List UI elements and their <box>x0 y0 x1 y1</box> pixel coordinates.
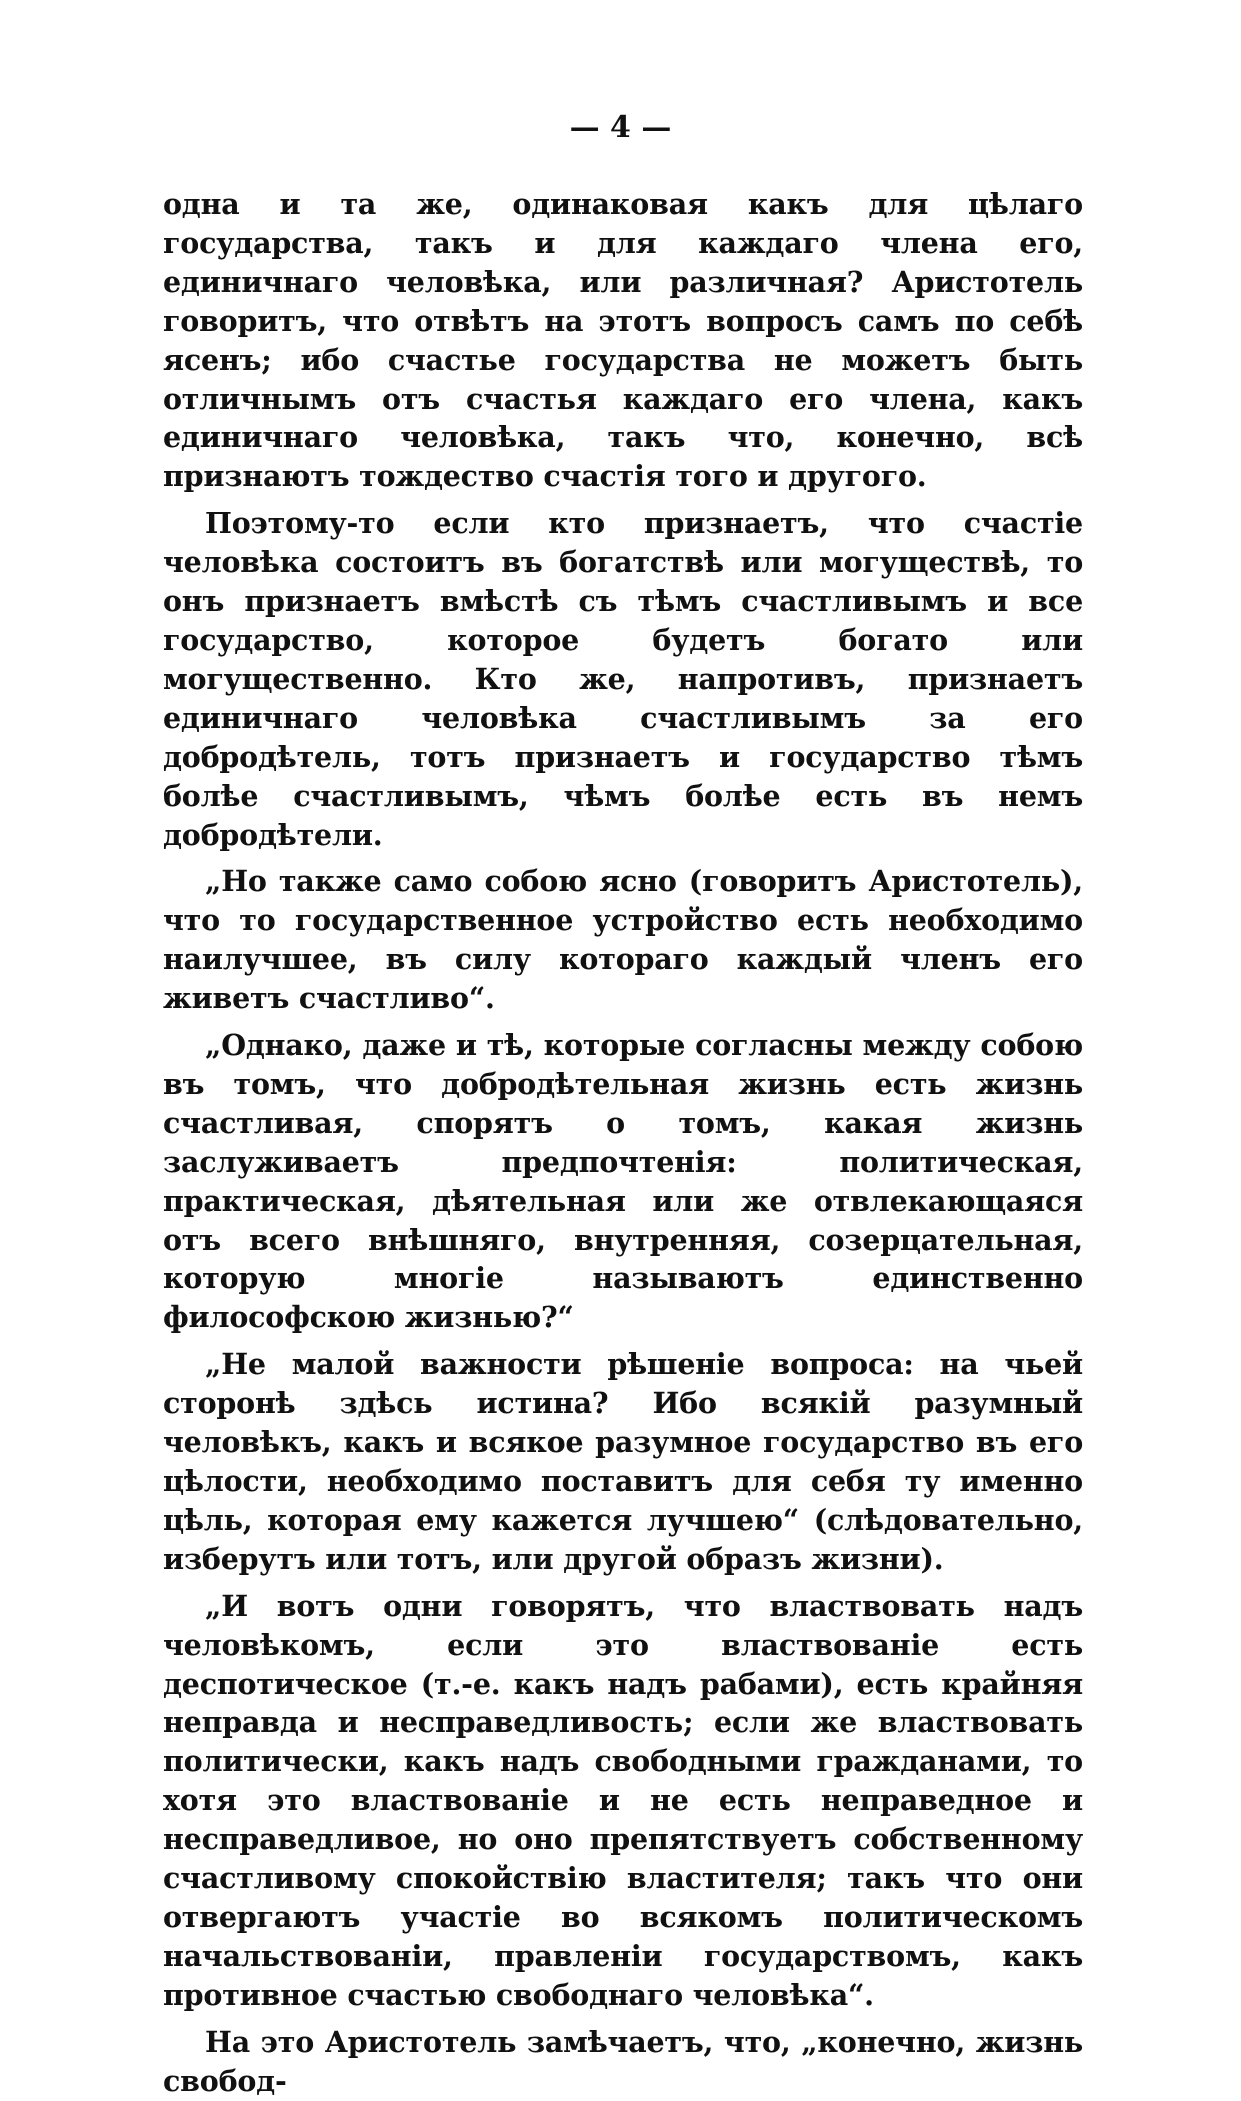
paragraph-aristotle-remarks: На это Аристотель замѣчаетъ, что, „конечно, жизнь свобод- <box>163 2024 1083 2098</box>
paragraph-where-is-truth: „Не малой важности рѣшеніе вопроса: на чьей сторонѣ здѣсь истина? Ибо всякій разумный человѣкъ, какъ и всякое разумное государство въ его цѣлости, необходимо поставитъ для себя ту именно цѣль, которая ему кажется лучшею“ (слѣдовательно, изберутъ или тотъ, или другой образъ жизни). <box>163 1347 1083 1576</box>
paragraph-wealth-and-virtue: Поэтому-то если кто признаетъ, что счастіе человѣка состоитъ въ богатствѣ или могуществѣ, то онъ признаетъ вмѣстѣ съ тѣмъ счастливымъ и все государство, которое будетъ богато или могущественно. Кто же, напротивъ, признаетъ единичнаго человѣка счастливымъ за его добродѣтель, тотъ признаетъ и государство тѣмъ болѣе счастливымъ, чѣмъ болѣе есть въ немъ добродѣтели. <box>163 506 1083 852</box>
paragraph-which-life: „Однако, даже и тѣ, которые согласны между собою въ томъ, что добродѣтельная жизнь есть жизнь счастливая, спорятъ о томъ, какая жизнь заслуживаетъ предпочтенія: политическая, практическая, дѣятельная или же отвлекающаяся отъ всего внѣшняго, внутренняя, созерцательная, которую многіе называютъ единственно философскою жизнью?“ <box>163 1028 1083 1335</box>
paragraph-best-constitution: „Но также само собою ясно (говоритъ Аристотель), что то государственное устройство есть необходимо наилучшее, въ силу котораго каждый членъ его живетъ счастливо“. <box>163 864 1083 1016</box>
page-number: — 4 — <box>569 110 672 145</box>
body-text <box>163 185 1083 2101</box>
paragraph-ruling-over-men: „И вотъ одни говорятъ, что властвовать надъ человѣкомъ, если это властвованіе есть деспотическое (т.-е. какъ надъ рабами), есть крайняя неправда и несправедливость; если же властвовать политически, какъ надъ свободными гражданами, то хотя это властвованіе и не есть неправедное и несправедливое, но оно препятствуетъ собственному счастливому спокойствію властителя; такъ что они отвергаютъ участіе во всякомъ политическомъ начальствованіи, правленіи государствомъ, какъ противное счастью свободнаго человѣка“. <box>163 1588 1083 2012</box>
paragraph-continuation: одна и та же, одинаковая какъ для цѣлаго государства, такъ и для каждаго члена его, единичнаго человѣка, или различная? Аристотель говоритъ, что отвѣтъ на этотъ вопросъ самъ по себѣ ясенъ; ибо счастье государства не можетъ быть отличнымъ отъ счастья каждаго его члена, какъ единичнаго человѣка, такъ что, конечно, всѣ признаютъ тождество счастія того и другого. <box>163 187 1083 494</box>
